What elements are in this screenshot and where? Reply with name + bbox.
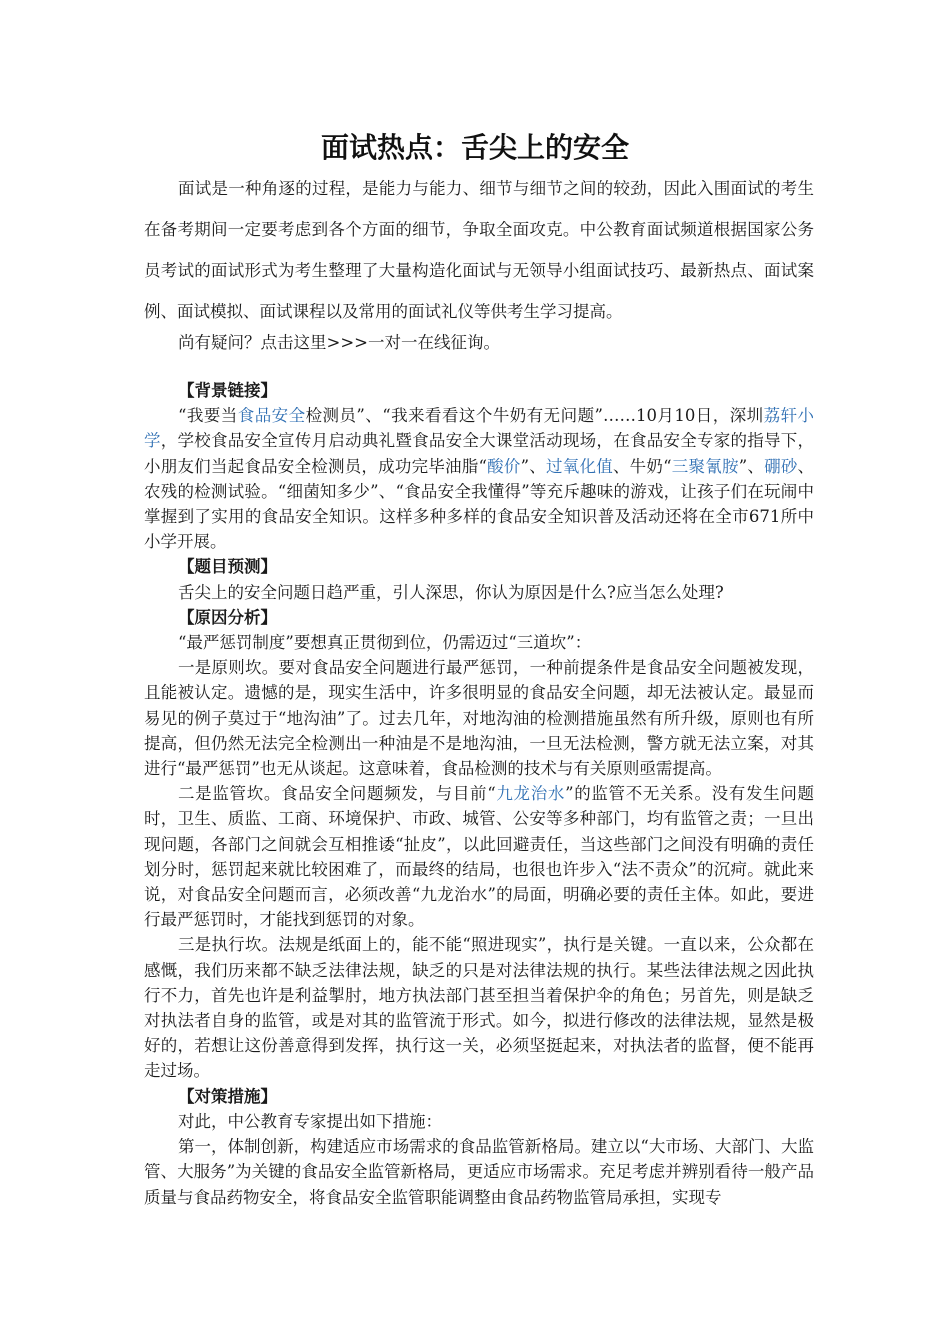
- link-nine-dragons[interactable]: 九龙治水: [495, 784, 566, 804]
- text-run: 、农残的检测试验。“细菌知多少”、“食品安全我懂得”等充斥趣味的游戏，让孩子们在玩闹中掌握到了实用的食品安全知识。这样多种多样的食品安全知识普及活动还将在全市671所中小学开展。: [144, 456, 815, 552]
- analysis-intro: “最严惩罚制度”要想真正贯彻到位，仍需迈过“三道坎”：: [178, 633, 592, 653]
- text-run: 、牛奶“: [612, 456, 672, 476]
- text-run: 二是监管坎。食品安全问题频发，与目前“: [178, 784, 496, 804]
- link-borax[interactable]: 硼砂: [764, 456, 798, 476]
- measures-intro: 对此，中公教育专家提出如下措施：: [178, 1111, 442, 1131]
- analysis-paragraph-2: [144, 781, 814, 932]
- measures-paragraph-1: 第一，体制创新，构建适应市场需求的食品监管新格局。建立以“大市场、大部门、大监管、大服务”为关键的食品安全监管新格局，更适应市场需求。充足考虑并辨别看待一般产品质量与食品药物安全，将食品安全监管职能调整由食品药物监管局承担，实现专: [144, 1137, 814, 1207]
- background-paragraph: [144, 403, 814, 554]
- analysis-paragraph-3: 三是执行坎。法规是纸面上的，能不能“照进现实”，执行是关键。一直以来，公众都在感慨，我们历来都不缺乏法律法规，缺乏的只是对法律法规的执行。某些法律法规之因此执行不力，首先也许是利益掣肘，地方执法部门甚至担当着保护伞的角色；另首先，则是缺乏对执法者自身的监管，或是对其的监管流于形式。如今，拟进行修改的法律法规，显然是极好的，若想让这份善意得到发挥，执行这一关，必须坚挺起来，对执法者的监督，便不能再走过场。: [144, 935, 814, 1081]
- link-school[interactable]: 荔轩小学: [144, 406, 815, 451]
- section-heading-measures: 【对策措施】: [178, 1086, 277, 1106]
- text-run: ”的监管不无关系。没有发生问题时，卫生、质监、工商、环境保护、市政、城管、公安等多种部门，均有监管之责；一旦出现问题，各部门之间就会互相推诿“扯皮”，以此回避责任，当这些部门之间没有明确的责任划分时，惩罚起来就比较困难了，而最终的结局，也很也许步入“法不责众”的沉疴。就此来说，对食品安全问题而言，必须改善“九龙治水”的局面，明确必要的责任主体。如此，要进行最严惩罚时，才能找到惩罚的对象。: [144, 784, 815, 930]
- link-food-safety[interactable]: 食品安全: [237, 406, 306, 426]
- link-acid-value[interactable]: 酸价: [486, 456, 521, 476]
- section-heading-analysis: 【原因分析】: [178, 607, 277, 627]
- text-run: 检测员”、“我来看看这个牛奶有无问题”……10月10日，深圳: [305, 406, 764, 426]
- question-paragraph: 舌尖上的安全问题日趋严重，引人深思，你认为原因是什么?应当怎么处理?: [178, 582, 724, 602]
- article-body: [144, 378, 814, 1210]
- text-run: ，学校食品安全宣传月启动典礼暨食品安全大课堂活动现场，在食品安全专家的指导下，小朋友们当起食品安全检测员，成功完毕油脂“: [144, 431, 815, 476]
- link-melamine[interactable]: 三聚氰胺: [671, 456, 739, 476]
- page-title: 面试热点：舌尖上的安全: [320, 131, 629, 164]
- consult-link-line[interactable]: 尚有疑问？点击这里>>>一对一在线征询。: [178, 333, 500, 352]
- text-run: “我要当: [178, 406, 238, 426]
- text-run: ”、: [520, 456, 547, 476]
- section-heading-background: 【背景链接】: [178, 381, 277, 400]
- section-heading-question: 【题目预测】: [178, 557, 277, 577]
- analysis-paragraph-1: 一是原则坎。要对食品安全问题进行最严惩罚，一种前提条件是食品安全问题被发现，且能被认定。遗憾的是，现实生活中，许多很明显的食品安全问题，却无法被认定。最显而易见的例子莫过于“地沟油”了。过去几年，对地沟油的检测措施虽然有所升级，原则也有所提高，但仍然无法完全检测出一种油是不是地沟油，一旦无法检测，警方就无法立案，对其进行“最严惩罚”也无从谈起。这意味着，食品检测的技术与有关原则亟需提高。: [144, 658, 814, 779]
- text-run: ”、: [738, 456, 765, 476]
- intro-paragraph: 面试是一种角逐的过程，是能力与能力、细节与细节之间的较劲，因此入围面试的考生在备考期间一定要考虑到各个方面的细节，争取全面攻克。中公教育面试频道根据国家公务员考试的面试形式为考生整理了大量构造化面试与无领导小组面试技巧、最新热点、面试案例、面试模拟、面试课程以及常用的面试礼仪等供考生学习提高。: [144, 179, 814, 321]
- link-peroxide-value[interactable]: 过氧化值: [546, 456, 613, 476]
